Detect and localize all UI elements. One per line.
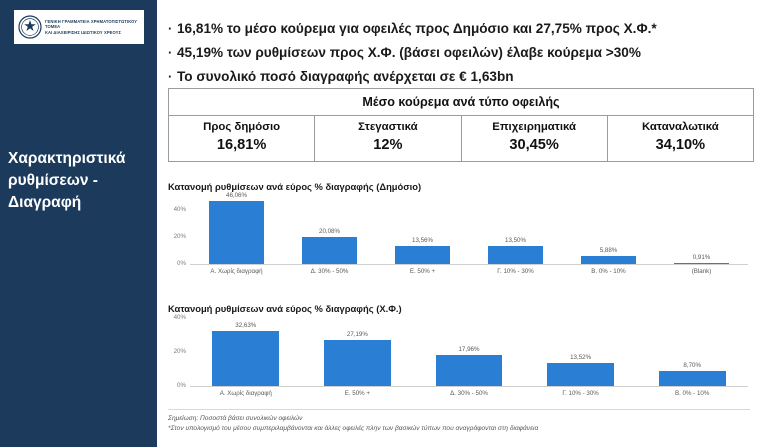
logo-text-line1: ΓΕΝΙΚΗ ΓΡΑΜΜΑΤΕΙΑ ΧΡΗΜΑΤΟΠΙΣΤΩΤΙΚΟΥ ΤΟΜΕΑ bbox=[45, 18, 138, 30]
x-axis-category-label: (Blank) bbox=[691, 268, 712, 275]
x-axis-category-label: Γ. 10% - 30% bbox=[562, 390, 599, 397]
bar bbox=[212, 331, 279, 386]
bar-value-label: 13,52% bbox=[570, 354, 592, 362]
bullet-dot-icon: · bbox=[168, 69, 173, 84]
x-axis-category-label: Β. 0% - 10% bbox=[674, 390, 710, 397]
bar-value-label: 13,50% bbox=[505, 236, 526, 244]
bar bbox=[209, 201, 265, 264]
y-axis-tick-label: 40% bbox=[173, 314, 186, 321]
average-haircut-table bbox=[168, 88, 754, 162]
y-axis-tick-label: 20% bbox=[173, 232, 186, 240]
bar bbox=[302, 237, 358, 264]
x-axis-category-label: Α. Χωρίς διαγραφή bbox=[210, 268, 263, 275]
table-header-row bbox=[169, 89, 754, 116]
table-cell-value: 16,81% bbox=[169, 135, 315, 162]
bar bbox=[395, 246, 451, 264]
x-axis-category-label: Ε. 50% + bbox=[344, 390, 371, 397]
table-cell-value: 30,45% bbox=[461, 135, 607, 162]
bar-value-label: 46,06% bbox=[226, 192, 247, 200]
organization-logo bbox=[14, 10, 144, 44]
chart-2-title: Κατανομή ρυθμίσεων ανά εύρος % διαγραφής (Χ.Φ.) bbox=[168, 303, 402, 314]
bar-value-label: 27,19% bbox=[346, 330, 368, 338]
footnote-text: *Στον υπολογισμό του μέσου συμπεριλαμβάνονται και άλλες οφειλές πλην των βασικών τύπων που αναγράφονται στη διαφάνεια bbox=[168, 424, 539, 432]
bar-value-label: 20,08% bbox=[319, 227, 340, 235]
bar bbox=[436, 355, 503, 386]
bar bbox=[488, 246, 544, 264]
x-axis-category-label: Δ. 30% - 50% bbox=[310, 268, 349, 275]
y-axis-tick-label: 20% bbox=[173, 348, 186, 355]
table-column-header: Καταναλωτικά bbox=[607, 116, 753, 136]
bar bbox=[547, 363, 614, 386]
bar bbox=[659, 371, 726, 386]
left-panel bbox=[0, 0, 157, 447]
bar-value-label: 17,96% bbox=[458, 346, 480, 354]
x-axis-category-label: Α. Χωρίς διαγραφή bbox=[219, 390, 272, 397]
table-column-header: Προς δημόσιο bbox=[169, 116, 315, 136]
bullet-item bbox=[168, 18, 758, 39]
x-axis-line bbox=[190, 386, 748, 387]
bullet-item bbox=[168, 66, 758, 87]
y-axis-tick-label: 0% bbox=[177, 382, 186, 389]
bar-value-label: 32,63% bbox=[235, 321, 257, 329]
bar bbox=[581, 256, 637, 264]
bullet-dot-icon: · bbox=[168, 45, 173, 60]
bullet-item bbox=[168, 42, 758, 63]
page-title: Χαρακτηριστικά ρυθμίσεων - Διαγραφή bbox=[8, 150, 126, 211]
x-axis-category-label: Ε. 50% + bbox=[409, 268, 436, 275]
x-axis-category-label: Γ. 10% - 30% bbox=[497, 268, 534, 275]
bullet-list bbox=[168, 18, 758, 90]
bar bbox=[324, 340, 391, 386]
footnote-divider bbox=[168, 409, 750, 410]
bar bbox=[674, 263, 730, 264]
greek-government-emblem-icon bbox=[17, 14, 43, 40]
bullet-text: 16,81% το μέσο κούρεμα για οφειλές προς Δημόσιο και 27,75% προς Χ.Φ.* bbox=[177, 21, 657, 36]
bullet-text: 45,19% των ρυθμίσεων προς Χ.Φ. (βάσει οφειλών) έλαβε κούρεμα >30% bbox=[177, 45, 641, 60]
bar-value-label: 5,88% bbox=[599, 247, 618, 254]
chart-1-title: Κατανομή ρυθμίσεων ανά εύρος % διαγραφής (Δημόσιο) bbox=[168, 181, 422, 192]
table-cell-value: 12% bbox=[315, 135, 461, 162]
logo-text-line2: ΚΑΙ ΔΙΑΧΕΙΡΙΣΗΣ ΙΔΙΩΤΙΚΟΥ ΧΡΕΟΥΣ bbox=[45, 29, 122, 35]
bullet-dot-icon: · bbox=[168, 21, 173, 36]
x-axis-category-label: Δ. 30% - 50% bbox=[450, 390, 488, 397]
bar-value-label: 0,91% bbox=[692, 253, 711, 261]
logo-text bbox=[43, 19, 141, 35]
bar-value-label: 8,70% bbox=[683, 362, 701, 370]
table-cell-value: 34,10% bbox=[607, 135, 753, 162]
table-row bbox=[169, 135, 754, 162]
footnote-text: Σημείωση: Ποσοστά βάσει συνολικών οφειλών bbox=[168, 415, 303, 422]
y-axis-tick-label: 40% bbox=[173, 205, 186, 213]
bar-value-label: 13,56% bbox=[412, 236, 433, 244]
x-axis-category-label: Β. 0% - 10% bbox=[591, 268, 626, 275]
bullet-text: Το συνολικό ποσό διαγραφής ανέρχεται σε € 1,63bn bbox=[177, 69, 514, 84]
table-column-header: Στεγαστικά bbox=[315, 116, 461, 136]
footnote-block bbox=[168, 414, 748, 433]
table-title-cell: Μέσο κούρεμα ανά τύπο οφειλής bbox=[169, 89, 754, 116]
y-axis-tick-label: 0% bbox=[177, 260, 186, 267]
x-axis-line bbox=[190, 264, 748, 265]
table-column-header: Επιχειρηματικά bbox=[461, 116, 607, 136]
table-row bbox=[169, 116, 754, 136]
